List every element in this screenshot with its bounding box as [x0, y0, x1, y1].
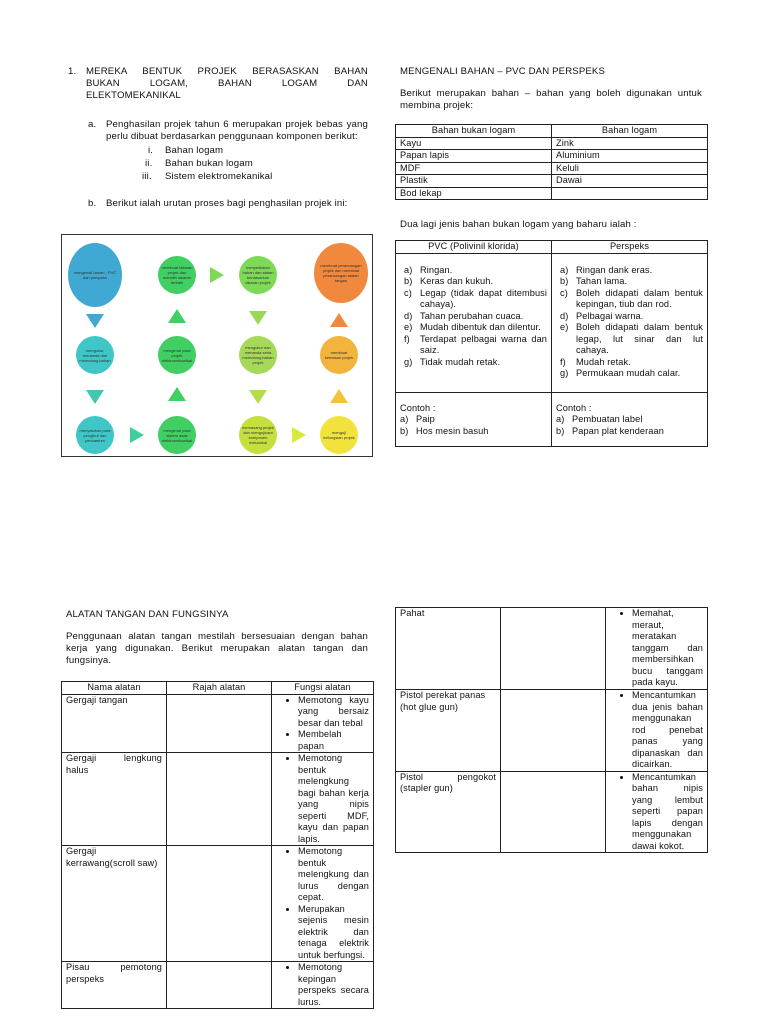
- section-1-number: 1.: [68, 66, 77, 77]
- flow-node: [76, 336, 114, 374]
- item-a-label: a.: [88, 119, 97, 130]
- function-bullet: • Merupakan sejenis mesin elektrik dan tenaga elektrik untuk berfungsi.: [298, 904, 369, 962]
- list-marker: a): [400, 414, 409, 424]
- bahan-intro-line: Berikut merupakan bahan – bahan yang boleh digunakan untuk: [400, 88, 702, 99]
- pvc-header: PVC (Polivinil klorida): [396, 241, 552, 254]
- list-text: Boleh didapati dalam bentuk kepingan, tiub dan rod.: [576, 287, 703, 309]
- arrow-up-icon: [330, 313, 348, 327]
- list-item: [556, 426, 703, 438]
- tool-name: Gergaji lengkung halus: [62, 753, 167, 846]
- list-marker: b): [404, 276, 413, 286]
- alatan-table: [61, 681, 374, 1009]
- alatan-intro-line: fungsinya.: [66, 655, 112, 666]
- list-text: Permukaan mudah calar.: [576, 368, 681, 378]
- heading-line: ELEKTOMEKANIKAL: [86, 90, 181, 101]
- list-item: [560, 368, 703, 380]
- list-marker: e): [404, 322, 413, 332]
- sub-item-num: i.: [148, 145, 154, 156]
- flow-node-label: menyediakan bahan dan alatan berdasarkan lakaran projek: [242, 265, 274, 285]
- function-bullet: • Mencantumkan bahan nipis yang lembut seperti papan lapis dengan menggunakan dawai kokot.: [632, 772, 703, 853]
- tool-name: Pisau pemotong perspeks: [62, 962, 167, 1009]
- item-a-line: perlu dibuat berdasarkan penggunaan komponen berikut:: [106, 131, 358, 142]
- tool-name: Pahat: [396, 608, 501, 690]
- process-flow-diagram: [61, 234, 373, 457]
- list-marker: d): [404, 310, 413, 321]
- perspeks-header: Perspeks: [552, 241, 708, 254]
- tool-function: [606, 771, 708, 853]
- flow-node-label: mengenal pasti projek elektromekanikal: [161, 347, 192, 363]
- list-item: [560, 357, 703, 369]
- bahan-intro: [400, 88, 702, 112]
- tool-function: [272, 694, 374, 753]
- arrow-up-icon: [330, 389, 348, 403]
- function-bullet: • Mencantumkan dua jenis bahan menggunakan rod penebat panas yang dipanaskan dan dicairkan.: [632, 690, 703, 771]
- table-row: [62, 694, 374, 753]
- table-row: [62, 962, 374, 1009]
- flow-node: [76, 416, 114, 454]
- pvc-properties-list: [404, 265, 547, 369]
- list-item: [404, 322, 547, 334]
- sub-item-text: Bahan logam: [165, 145, 224, 156]
- list-text: Tidak mudah retak.: [420, 356, 501, 367]
- arrow-down-icon: [249, 390, 267, 404]
- table-row: [396, 150, 708, 163]
- alatan-intro: [66, 631, 368, 667]
- table-row: [396, 771, 708, 853]
- flow-node-label: membuat kemasan projek: [324, 350, 354, 360]
- list-item: [560, 311, 703, 323]
- tool-function: [272, 846, 374, 962]
- table-row: [396, 175, 708, 188]
- function-bullet: • Memotong bentuk melengkung dan lurus dengan cepat.: [298, 846, 369, 904]
- list-item: [400, 426, 547, 438]
- tool-function: [272, 962, 374, 1009]
- list-marker: g): [560, 368, 569, 378]
- arrow-right-icon: [292, 427, 306, 443]
- flow-node-label: menguji kefungsian projek: [323, 430, 355, 440]
- arrow-right-icon: [130, 427, 144, 443]
- tool-name: Gergaji tangan: [62, 694, 167, 753]
- list-marker: c): [560, 287, 568, 298]
- pvc-perspeks-table: [395, 240, 708, 447]
- table-cell: Aluminium: [552, 150, 708, 163]
- flow-node: [239, 416, 277, 454]
- pvc-properties-cell: [396, 253, 552, 392]
- tool-image: [501, 771, 606, 853]
- bahan-heading: MENGENALI BAHAN – PVC DAN PERSPEKS: [400, 66, 606, 77]
- pvc-examples-cell: [396, 392, 552, 447]
- list-text: Legap (tidak dapat ditembusi cahaya).: [420, 287, 547, 309]
- table-row: [396, 608, 708, 690]
- alatan-table-header: Nama alatan: [62, 682, 167, 695]
- list-marker: a): [404, 264, 413, 275]
- list-item: [400, 414, 547, 426]
- flow-node-label: mengukur, menanda dan memotong bahan: [79, 347, 111, 363]
- alatan-table-continued: [395, 607, 708, 853]
- list-text: Paip: [416, 414, 435, 424]
- function-bullet: • Memotong kepingan perspeks secara lurus.: [298, 962, 369, 1008]
- flow-node-label: mengukur dan menanda serta memotong bahan projek: [242, 345, 274, 365]
- flow-node: [158, 416, 196, 454]
- table-row: [396, 690, 708, 772]
- flow-node: [314, 243, 368, 303]
- list-item: [404, 334, 547, 357]
- list-item: [404, 311, 547, 323]
- list-text: Boleh didapati dalam bentuk legap, lut sinar dan lut cahaya.: [576, 322, 703, 355]
- item-a-line: Penghasilan projek tahun 6 merupakan projek bebas yang: [106, 119, 368, 130]
- list-item: [404, 357, 547, 369]
- table-cell: Dawai: [552, 175, 708, 188]
- list-marker: b): [556, 425, 565, 436]
- table-cell: [552, 187, 708, 200]
- heading-line: MEREKA BENTUK PROJEK BERASASKAN BAHAN: [86, 66, 368, 77]
- tool-image: [167, 846, 272, 962]
- bahan-table-header: Bahan logam: [552, 125, 708, 138]
- list-item: [560, 265, 703, 277]
- table-row: [396, 162, 708, 175]
- list-marker: f): [560, 356, 566, 367]
- table-cell: Zink: [552, 137, 708, 150]
- table-cell: Papan lapis: [396, 150, 552, 163]
- arrow-up-icon: [168, 309, 186, 323]
- item-b-text: Berikut ialah urutan proses bagi penghasilan projek ini:: [106, 198, 348, 209]
- table-cell: Bod lekap: [396, 187, 552, 200]
- list-marker: e): [560, 322, 569, 332]
- table-row: [62, 846, 374, 962]
- sub-item-num: ii.: [145, 158, 153, 169]
- perspeks-properties-cell: [552, 253, 708, 392]
- flow-node-label: mengenal pasti sistem asas elektromekanikal: [161, 427, 192, 443]
- list-item: [556, 414, 703, 426]
- arrow-up-icon: [168, 387, 186, 401]
- list-item: [560, 288, 703, 311]
- dua-lagi-text: Dua lagi jenis bahan bukan logam yang baharu ialah :: [400, 219, 637, 230]
- contoh-label: Contoh :: [556, 402, 592, 413]
- list-marker: b): [560, 276, 569, 286]
- table-row: [62, 753, 374, 846]
- function-bullet: • Memotong bentuk melengkung bagi bahan kerja yang nipis seperti MDF, kayu dan papan lapis.: [298, 753, 369, 845]
- item-b-label: b.: [88, 198, 97, 209]
- list-item: [560, 276, 703, 288]
- tool-name: Pistol perekat panas (hot glue gun): [396, 690, 501, 772]
- tool-image: [501, 608, 606, 690]
- alatan-intro-line: Penggunaan alatan tangan mestilah bersesuaian dengan bahan: [66, 631, 368, 642]
- tool-function: [606, 690, 708, 772]
- perspeks-examples-cell: [552, 392, 708, 447]
- flow-node-label: membuat perancangan projek dan membuat perancangan alatan tangan: [320, 263, 362, 283]
- list-text: Tahan perubahan cuaca.: [420, 310, 524, 321]
- contoh-label: Contoh :: [400, 402, 436, 413]
- flow-node: [239, 256, 277, 294]
- list-marker: a): [560, 264, 569, 275]
- list-text: Pembuatan label: [572, 414, 643, 424]
- list-text: Mudah retak.: [576, 356, 631, 367]
- list-text: Pelbagai warna.: [576, 310, 644, 321]
- function-bullet: • Membelah papan: [298, 729, 369, 752]
- table-cell: Plastik: [396, 175, 552, 188]
- table-row: [396, 187, 708, 200]
- list-text: Tahan lama.: [576, 276, 628, 286]
- sub-item-num: iii.: [142, 171, 152, 182]
- alatan-table-header: Fungsi alatan: [272, 682, 374, 695]
- list-text: Papan plat kenderaan: [572, 425, 664, 436]
- item-a-text: [106, 119, 368, 143]
- list-text: Terdapat pelbagai warna dan saiz.: [420, 333, 547, 355]
- tool-name: Gergaji kerrawang(scroll saw): [62, 846, 167, 962]
- perspeks-properties-list: [560, 265, 703, 380]
- list-text: Mudah dibentuk dan dilentur.: [420, 322, 541, 332]
- list-item: [404, 265, 547, 277]
- tool-name: Pistol pengokot (stapler gun): [396, 771, 501, 853]
- list-text: Hos mesin basuh: [416, 425, 489, 436]
- flow-node-label: mengenali bahan - PVC dan perspeks: [73, 270, 117, 280]
- bahan-intro-line: membina projek:: [400, 100, 474, 111]
- list-marker: g): [404, 356, 413, 367]
- flow-node-label: memasang projek dan mengujicara komponen mekanikal: [242, 425, 274, 445]
- list-item: [560, 322, 703, 357]
- flow-node: [158, 336, 196, 374]
- tool-image: [501, 690, 606, 772]
- list-item: [404, 276, 547, 288]
- section-1-heading: [86, 66, 368, 102]
- tool-image: [167, 694, 272, 753]
- list-text: Ringan.: [420, 264, 453, 275]
- flow-node: [158, 256, 196, 294]
- bahan-table-header: Bahan bukan logam: [396, 125, 552, 138]
- tool-image: [167, 962, 272, 1009]
- sub-item-text: Sistem elektromekanikal: [165, 171, 273, 182]
- alatan-heading: ALATAN TANGAN DAN FUNGSINYA: [66, 609, 229, 620]
- list-marker: f): [404, 333, 410, 344]
- perspeks-examples-list: [556, 414, 703, 437]
- list-item: [404, 288, 547, 311]
- table-cell: MDF: [396, 162, 552, 175]
- table-row: [396, 137, 708, 150]
- arrow-down-icon: [86, 314, 104, 328]
- tool-function: [606, 608, 708, 690]
- function-bullet: • Memahat, meraut, meratakan tanggam dan membersihkan bucu tanggam pada kayu.: [632, 608, 703, 689]
- alatan-intro-line: kerja yang digunakan. Berikut merupakan alatan tangan dan: [66, 643, 368, 654]
- list-marker: d): [560, 310, 569, 321]
- bahan-table: [395, 124, 708, 200]
- tool-image: [167, 753, 272, 846]
- pvc-examples-list: [400, 414, 547, 437]
- arrow-right-icon: [210, 267, 224, 283]
- sub-item-text: Bahan bukan logam: [165, 158, 253, 169]
- flow-node: [68, 243, 122, 307]
- list-marker: a): [556, 414, 565, 424]
- flow-node-label: membuat lakaran projek dan memilih lakaran terbaik: [161, 265, 193, 285]
- list-text: Keras dan kukuh.: [420, 276, 494, 286]
- tool-function: [272, 753, 374, 846]
- flow-node-label: menyatukan para pengikut dan pencantum: [79, 427, 111, 443]
- alatan-table-header: Rajah alatan: [167, 682, 272, 695]
- table-cell: Kayu: [396, 137, 552, 150]
- arrow-down-icon: [249, 311, 267, 325]
- list-text: Ringan dank eras.: [576, 264, 653, 275]
- arrow-down-icon: [86, 390, 104, 404]
- list-marker: c): [404, 287, 412, 298]
- flow-node: [320, 416, 358, 454]
- list-marker: b): [400, 425, 409, 436]
- flow-node: [320, 336, 358, 374]
- table-cell: Keluli: [552, 162, 708, 175]
- flow-node: [239, 336, 277, 374]
- heading-line: BUKAN LOGAM, BAHAN LOGAM DAN: [86, 78, 368, 89]
- function-bullet: • Memotong kayu yang bersaiz besar dan tebal: [298, 695, 369, 730]
